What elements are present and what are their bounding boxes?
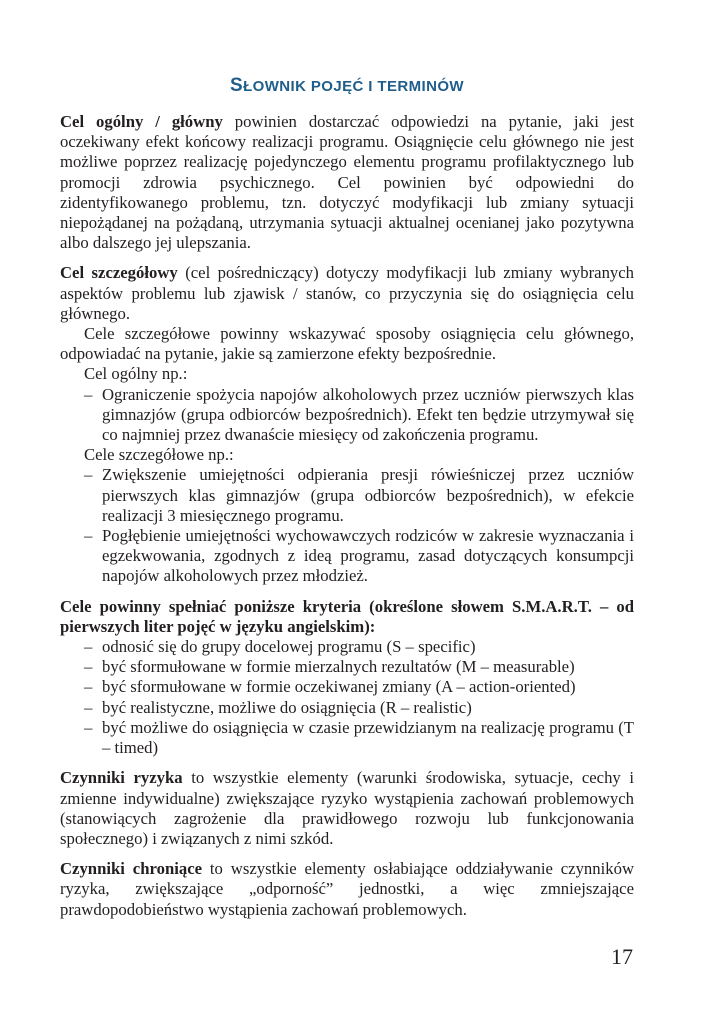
smart-heading: Cele powinny spełniać poniższe kryteria (określone słowem S.M.A.R.T. – od pierwszych liter pojęć w języku angielskim): [60,596,634,636]
term-czynniki-ryzyka: Czynniki ryzyka [60,768,183,788]
title-first-letter: S [230,75,244,96]
example-general-label: Cel ogólny np.: [84,364,188,384]
title-rest: ŁOWNIK POJĘĆ I TERMINÓW [243,78,464,95]
page-title [60,75,634,97]
definition-czynniki-chroniace [60,859,634,920]
term-cel-szczegolowy: Cel szczegółowy [60,263,178,283]
text-czynniki-chroniace: to wszystkie elementy osłabiające oddziaływanie czynników ryzyka, zwiększające „odporność” jednostki, a więc zmniejszające prawdopodobieństwo wystąpienia zachowań problemowych. [60,859,634,919]
term-czynniki-chroniace: Czynniki chroniące [60,859,203,879]
text-czynniki-ryzyka: to wszystkie elementy (warunki środowiska, sytuacje, cechy i zmienne indywidualne) zwiększające ryzyko wystąpienia zachowań problemowych (stanowiących zagrożenie dla prawidłowego rozwoju lub funkcjonowania społecznego) i związanych z nimi szkód. [60,768,634,848]
example-specific-label: Cele szczegółowe np.: [84,445,234,465]
page-number: 17 [611,944,633,969]
list-item: – być sformułowane w formie mierzalnych rezultatów (M – measurable) [102,657,634,677]
definition-czynniki-ryzyka [60,768,634,849]
example-general-list [60,385,634,446]
definition-cel-ogolny [60,112,634,253]
definition-cel-szczegolowy [60,263,634,324]
list-item: – Zwiększenie umiejętności odpierania presji rówieśniczej przez uczniów pierwszych klas gimnazjów (grupa odbiorców bezpośrednich), w efekcie realizacji 3 miesięcznego programu. [102,465,634,526]
page-content [60,70,634,920]
paragraph-cele-szczegolowe: Cele szczegółowe powinny wskazywać sposoby osiągnięcia celu głównego, odpowiadać na pytanie, jakie są zamierzone efekty bezpośrednie. [60,324,634,364]
list-item: – być sformułowane w formie oczekiwanej zmiany (A – action-oriented) [102,677,634,697]
text-cel-ogolny: powinien dostarczać odpowiedzi na pytanie, jaki jest oczekiwany efekt końcowy realizacji programu. Osiągnięcie celu głównego nie jest możliwe poprzez realizację pojedynczego elementu programu profilaktycznego lub promocji zdrowia psychicznego. Cel powinien być odpowiedni do zidentyfikowanego problemu, tzn. dotyczyć modyfikacji lub zmiany sytuacji niepożądanej na pożądaną, utrzymania sytuacji aktualnej ocenianej jako pozytywna albo dalszego jej ulepszania. [60,112,635,253]
smart-criteria-list [60,637,634,758]
list-item: – Pogłębienie umiejętności wychowawczych rodziców w zakresie wyznaczania i egzekwowania, zgodnych z ideą programu, zasad dotyczących konsumpcji napojów alkoholowych przez młodzież. [102,526,634,587]
list-item: – być możliwe do osiągnięcia w czasie przewidzianym na realizację programu (T – timed) [102,718,634,758]
list-item: – odnosić się do grupy docelowej programu (S – specific) [102,637,634,657]
term-cel-ogolny: Cel ogólny / główny [60,112,223,131]
example-specific-list [60,465,634,586]
text-cel-szczegolowy: (cel pośredniczący) dotyczy modyfikacji lub zmiany wybranych aspektów problemu lub zjawisk / stanów, co przyczynia się do osiągnięcia celu głównego. [60,263,635,323]
list-item: – być realistyczne, możliwe do osiągnięcia (R – realistic) [102,698,634,718]
list-item: – Ograniczenie spożycia napojów alkoholowych przez uczniów pierwszych klas gimnazjów (grupa odbiorców bezpośrednich). Efekt ten będzie utrzymywał się co najmniej przez dwanaście miesięcy od zakończenia programu. [102,385,634,446]
